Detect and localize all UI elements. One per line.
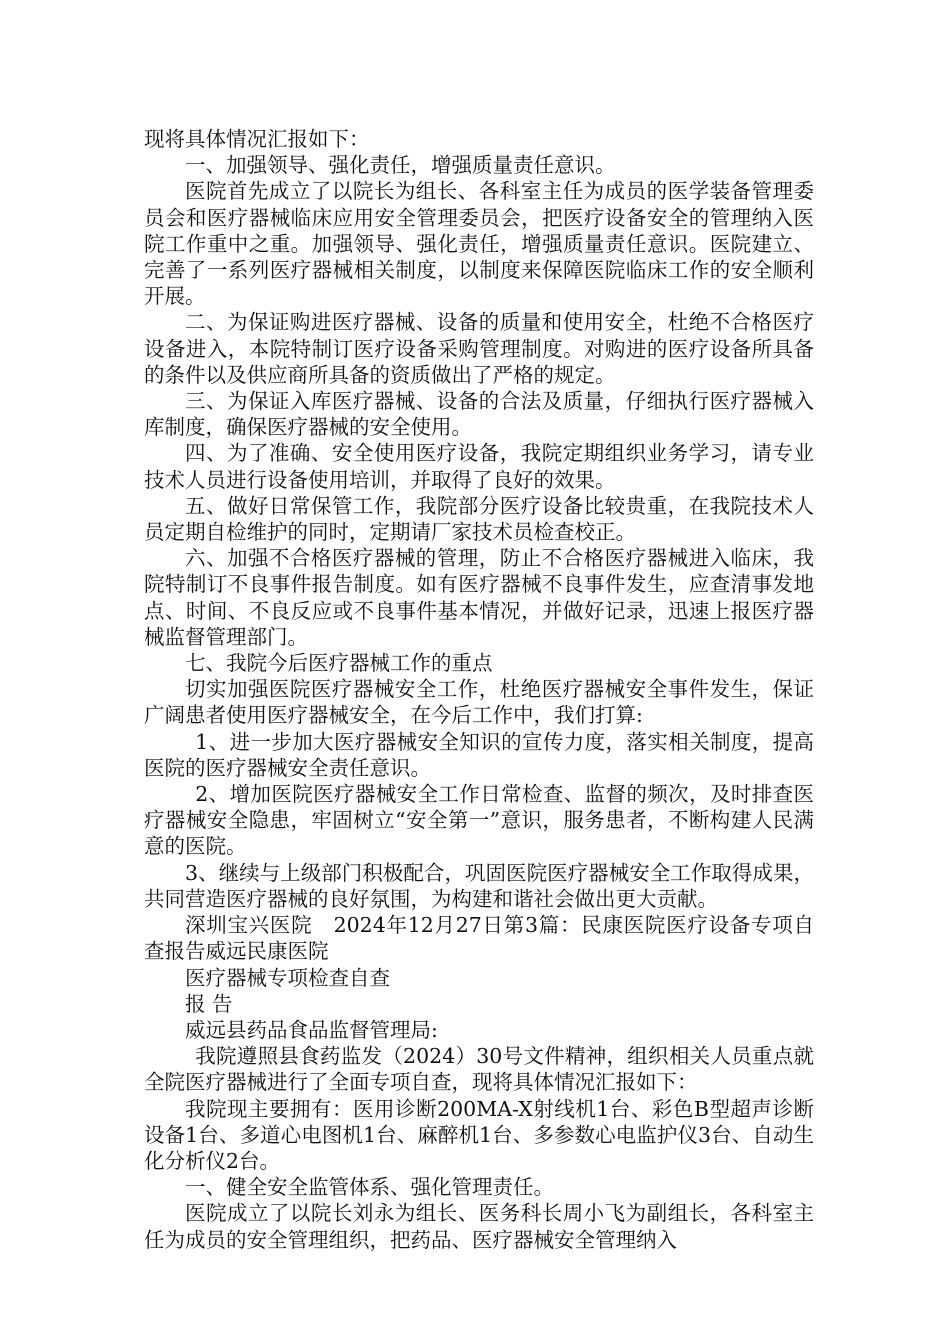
paragraph: 七、我院今后医疗器械工作的重点 <box>185 651 493 676</box>
paragraph: 深圳宝兴医院 2024年12月27日第3篇：民康医院医疗设备专项自查报告威远民康医院 <box>144 913 814 964</box>
paragraph: 一、加强领导、强化责任，增强质量责任意识。 <box>185 153 616 178</box>
paragraph: 二、为保证购进医疗器械、设备的质量和使用安全，杜绝不合格医疗设备进入，本院特制订医疗设备采购管理制度。对购进的医疗设备所具备的条件以及供应商所具备的资质做出了严格的规定。 <box>144 310 814 387</box>
paragraph: 三、为保证入库医疗器械、设备的合法及质量，仔细执行医疗器械入库制度，确保医疗器械的安全使用。 <box>144 389 814 440</box>
paragraph: 1、进一步加大医疗器械安全知识的宣传力度，落实相关制度，提高医院的医疗器械安全责任意识。 <box>144 729 814 780</box>
paragraph: 医院首先成立了以院长为组长、各科室主任为成员的医学装备管理委员会和医疗器械临床应用安全管理委员会，把医疗设备安全的管理纳入医院工作重中之重。加强领导、强化责任，增强质量责任意识。医院建立、完善了一系列医疗器械相关制度，以制度来保障医院临床工作的安全顺利开展。 <box>144 179 814 309</box>
paragraph: 四、为了准确、安全使用医疗设备，我院定期组织业务学习，请专业技术人员进行设备使用培训，并取得了良好的效果。 <box>144 441 814 492</box>
paragraph: 报 告 <box>185 991 233 1016</box>
paragraph: 六、加强不合格医疗器械的管理，防止不合格医疗器械进入临床，我院特制订不良事件报告制度。如有医疗器械不良事件发生，应查清事发地点、时间、不良反应或不良事件基本情况，并做好记录，迅速上报医疗器械监督管理部门。 <box>144 546 814 649</box>
document-body <box>144 126 814 1253</box>
paragraph: 一、健全安全监管体系、强化管理责任。 <box>185 1175 554 1200</box>
paragraph: 五、做好日常保管工作，我院部分医疗设备比较贵重，在我院技术人员定期自检维护的同时，定期请厂家技术员检查校正。 <box>144 493 814 545</box>
paragraph: 2、增加医院医疗器械安全工作日常检查、监督的频次，及时排查医疗器械安全隐患，牢固树立“安全第一”意识，服务患者，不断构建人民满意的医院。 <box>144 782 814 859</box>
paragraph: 切实加强医院医疗器械安全工作，杜绝医疗器械安全事件发生，保证广阔患者使用医疗器械安全，在今后工作中，我们打算: <box>144 677 814 728</box>
paragraph: 3、继续与上级部门积极配合，巩固医院医疗器械安全工作取得成果，共同营造医疗器械的良好氛围，为构建和谐社会做出更大贡献。 <box>144 860 814 911</box>
paragraph: 医院成立了以院长刘永为组长、医务科长周小飞为副组长，各科室主任为成员的安全管理组织，把药品、医疗器械安全管理纳入 <box>144 1201 814 1252</box>
paragraph: 我院现主要拥有：医用诊断200MA-X射线机1台、彩色B型超声诊断设备1台、多道心电图机1台、麻醉机1台、多参数心电监护仪3台、自动生化分析仪2台。 <box>144 1096 814 1173</box>
paragraph: 医疗器械专项检查自查 <box>185 965 390 990</box>
paragraph: 威远县药品食品监督管理局: <box>185 1017 438 1042</box>
paragraph: 我院遵照县食药监发（2024）30号文件精神，组织相关人员重点就全院医疗器械进行了全面专项自查，现将具体情况汇报如下： <box>144 1044 814 1095</box>
paragraph: 现将具体情况汇报如下： <box>144 127 370 151</box>
